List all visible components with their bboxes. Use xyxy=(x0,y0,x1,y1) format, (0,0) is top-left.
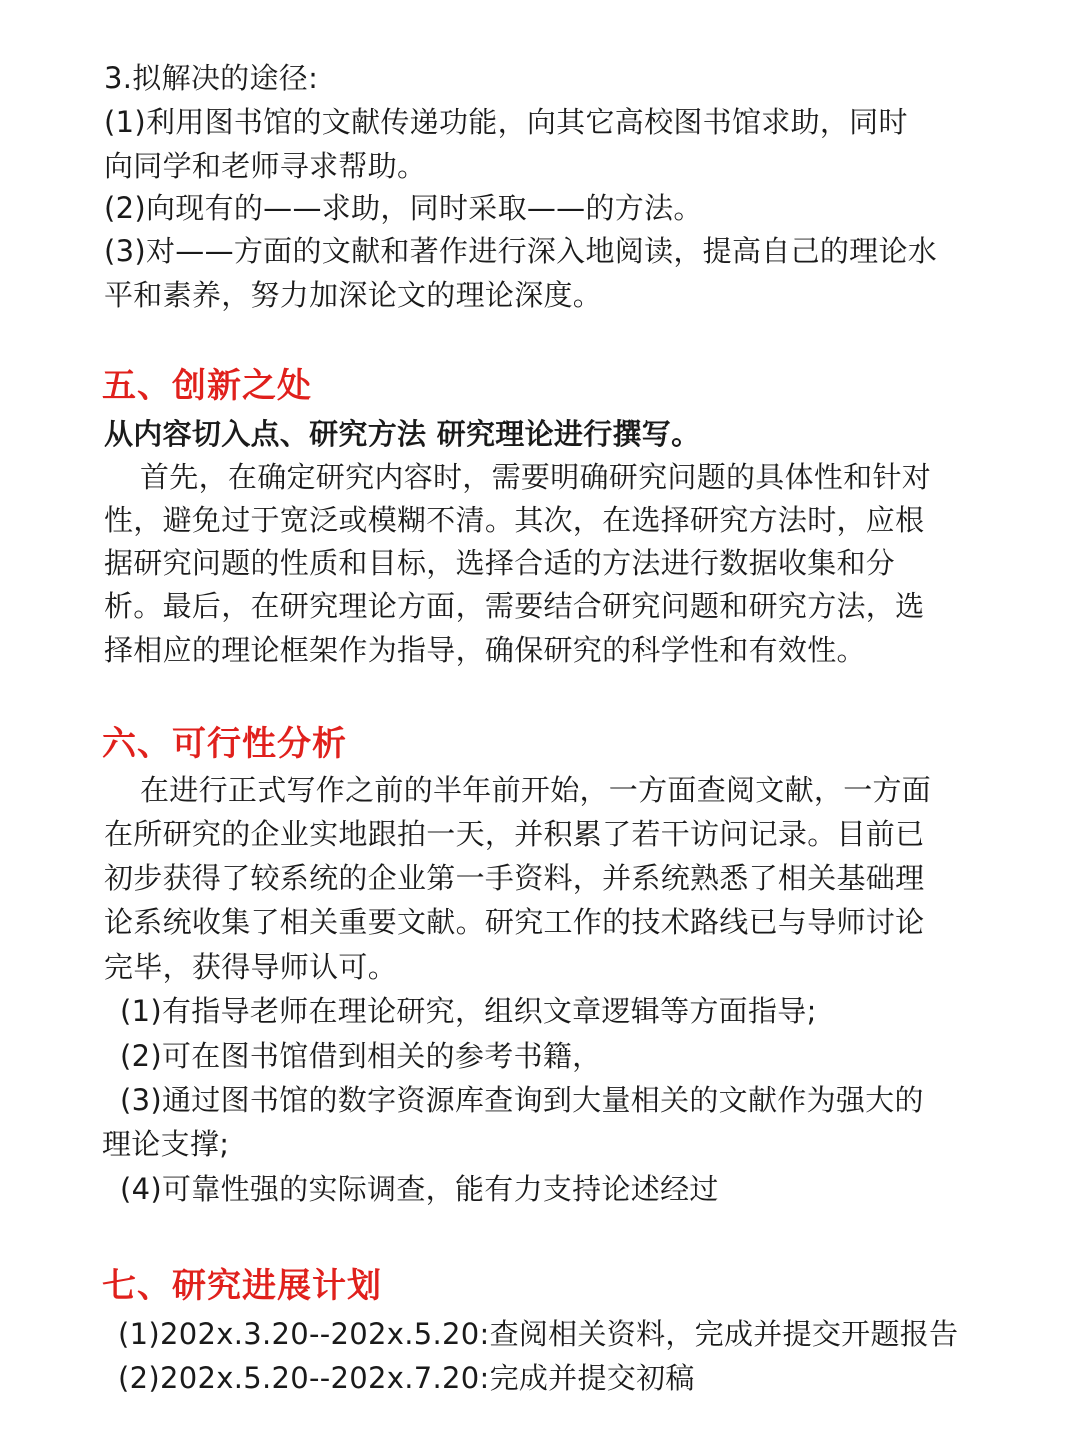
paragraph-line: 在所研究的企业实地跟拍一天，并积累了若干访问记录。目前已 xyxy=(104,817,925,851)
paragraph-line: 在进行正式写作之前的半年前开始，一方面查阅文献，一方面 xyxy=(140,773,932,807)
list-item: (2)202x.5.20--202x.7.20:完成并提交初稿 xyxy=(118,1361,695,1395)
paragraph-line: 择相应的理论框架作为指导，确保研究的科学性和有效性。 xyxy=(104,633,866,667)
section-heading-feasibility: 六、可行性分析 xyxy=(102,724,347,764)
paragraph-line: 首先，在确定研究内容时，需要明确研究问题的具体性和针对 xyxy=(140,460,932,494)
paragraph-line: (1)利用图书馆的文献传递功能，向其它高校图书馆求助，同时 xyxy=(104,105,908,139)
section-heading-schedule: 七、研究进展计划 xyxy=(102,1266,382,1306)
list-item: (1)有指导老师在理论研究，组织文章逻辑等方面指导; xyxy=(120,994,817,1028)
paragraph-line: 初步获得了较系统的企业第一手资料，并系统熟悉了相关基础理 xyxy=(104,861,925,895)
section-heading-innovation: 五、创新之处 xyxy=(102,366,312,406)
section-lead-bold: 从内容切入点、研究方法 研究理论进行撰写。 xyxy=(104,417,701,451)
paragraph-line: 性，避免过于宽泛或模糊不清。其次，在选择研究方法时，应根 xyxy=(104,503,925,537)
paragraph-line: 据研究问题的性质和目标，选择合适的方法进行数据收集和分 xyxy=(104,546,896,580)
paragraph-line: 完毕，获得导师认可。 xyxy=(104,950,398,984)
paragraph-line: (3)对——方面的文献和著作进行深入地阅读，提高自己的理论水 xyxy=(104,234,938,268)
list-item: (3)通过图书馆的数字资源库查询到大量相关的文献作为强大的 xyxy=(120,1083,924,1117)
paragraph-line: (2)向现有的——求助，同时采取——的方法。 xyxy=(104,191,703,225)
paragraph-line: 论系统收集了相关重要文献。研究工作的技术路线已与导师讨论 xyxy=(104,905,925,939)
list-item: (1)202x.3.20--202x.5.20:查阅相关资料，完成并提交开题报告 xyxy=(118,1317,959,1351)
list-item-continuation: 理论支撑; xyxy=(102,1127,230,1161)
paragraph-line: 平和素养，努力加深论文的理论深度。 xyxy=(104,278,603,312)
list-item: (2)可在图书馆借到相关的参考书籍， xyxy=(120,1039,602,1073)
paragraph-line: 向同学和老师寻求帮助。 xyxy=(104,149,427,183)
subsection-title: 3.拟解决的途径: xyxy=(104,61,319,95)
list-item: (4)可靠性强的实际调查，能有力支持论述经过 xyxy=(120,1172,719,1206)
paragraph-line: 析。最后，在研究理论方面，需要结合研究问题和研究方法，选 xyxy=(104,589,925,623)
